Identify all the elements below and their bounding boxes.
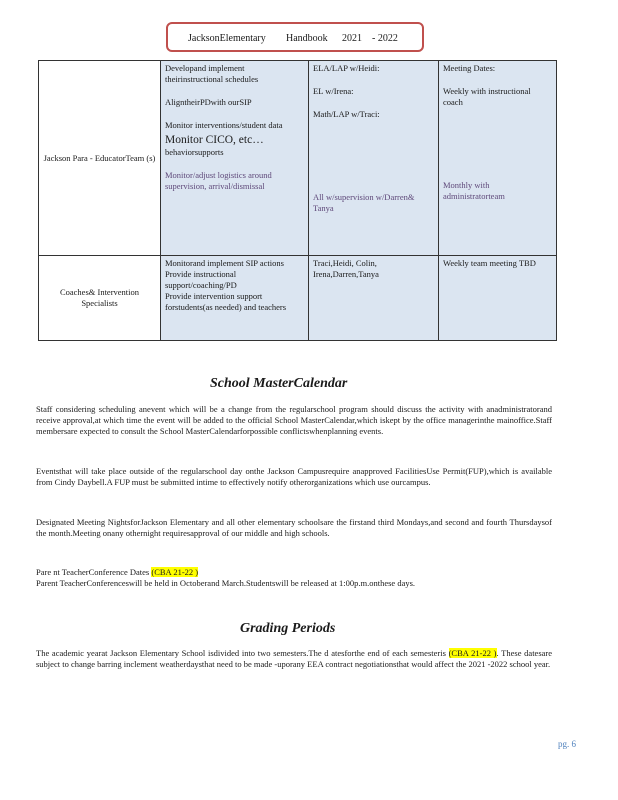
- duty-item: Monitor CICO, etc…: [165, 134, 264, 146]
- calendar-paragraph: Staff considering scheduling anevent which will be a change from the regularschool program should discuss the activity with anadministratorand receive approval,at which time the event will be added to the official School MasterCalendar,which iskept by the office managerinthe mainoffice.Staff membersare expected to consult the School MasterCalendarforpossible conflictswhenplanning events.: [36, 404, 552, 436]
- table-row: [39, 256, 557, 341]
- assignment-item: EL w/Irena:: [313, 86, 354, 96]
- header-school: JacksonElementary: [188, 33, 266, 44]
- grading-heading: Grading Periods: [240, 621, 336, 636]
- conference-label: Pare nt TeacherConference Dates: [36, 567, 150, 577]
- cba-highlight: (CBA 21-22 ): [151, 567, 199, 577]
- table-row: [39, 61, 557, 256]
- duty-item: Provide intervention support forstudents(as needed) and teachers: [165, 291, 287, 312]
- calendar-paragraph: Designated Meeting NightsforJackson Elementary and all other elementary schoolsare the firstand third Mondays,and second and fourth Thursdaysof the month.Meeting onany othernight requiresapproval of our middle and high schools.: [36, 517, 552, 538]
- assignment-item: All w/supervision w/Darren& Tanya: [313, 192, 415, 213]
- roles-table: [38, 60, 557, 341]
- header-title: Handbook: [286, 33, 328, 44]
- assignment-item: ELA/LAP w/Heidi:: [313, 63, 380, 73]
- header-year-end: - 2022: [372, 33, 398, 44]
- duty-item: Provide instructional support/coaching/PD: [165, 269, 237, 290]
- duty-item: Developand implement theirinstructional schedules: [165, 63, 259, 84]
- grading-paragraph: [36, 648, 552, 670]
- role-cell: Coaches& Intervention Specialists: [39, 256, 161, 341]
- meeting-item: Meeting Dates:: [443, 63, 496, 73]
- duties-cell: [161, 61, 309, 256]
- cba-highlight: (CBA 21-22 ): [448, 648, 497, 658]
- conference-text: Parent TeacherConferenceswill be held in Octoberand March.Studentswill be released at 1:00p.m.onthese days.: [36, 578, 416, 588]
- grading-text-start: The academic yearat Jackson Elementary School isdivided into two semesters.The d atesforthe end of each semesteris: [36, 648, 446, 658]
- grading-text-end: . These datesare subject to change barring inclement weatherdaysthat need to be made -uporany EEA contract negotiationsthat would affect the 2021 -2022 school year.: [36, 648, 553, 669]
- duty-item: Monitor/adjust logistics around supervision, arrival/dismissal: [165, 170, 272, 191]
- calendar-paragraph: Eventsthat will take place outside of the regularschool day onthe Jackson Campusrequire anapproved FacilitiesUse Permit(FUP),which is available from Cindy Daybell.A FUP must be submitted intime to effectively notify otherorganizations which use ourcampus.: [36, 466, 552, 487]
- conference-paragraph: [36, 567, 552, 589]
- handbook-header: [166, 22, 424, 52]
- calendar-heading: School MasterCalendar: [210, 376, 348, 391]
- assignment-item: Math/LAP w/Traci:: [313, 109, 380, 119]
- duty-item: behaviorsupports: [165, 147, 224, 157]
- meeting-item: Monthly with administratorteam: [443, 180, 505, 201]
- page-number: pg. 6: [558, 739, 576, 749]
- duty-item: Monitor interventions/student data: [165, 120, 283, 130]
- duty-item: Monitorand implement SIP actions: [165, 258, 284, 268]
- duties-cell: [161, 256, 309, 341]
- meetings-cell: Weekly team meeting TBD: [439, 256, 557, 341]
- duty-item: AligntheirPDwith ourSIP: [165, 97, 252, 107]
- meeting-item: Weekly with instructional coach: [443, 86, 531, 107]
- meetings-cell: [439, 61, 557, 256]
- role-cell: Jackson Para - EducatorTeam (s): [39, 61, 161, 256]
- header-year-start: 2021: [342, 33, 362, 44]
- assignment-cell: [309, 61, 439, 256]
- assignment-cell: Traci,Heidi, Colin, Irena,Darren,Tanya: [309, 256, 439, 341]
